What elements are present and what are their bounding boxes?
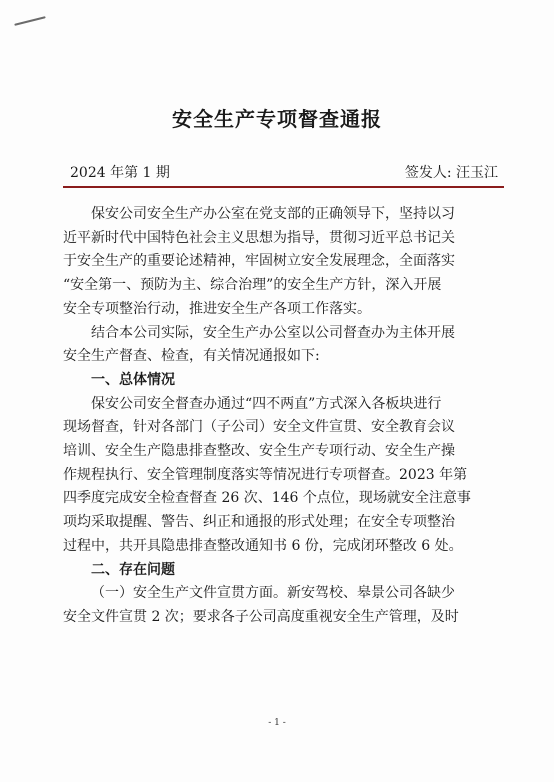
body-line: 四季度完成安全检查督查 26 次、146 个点位，现场就安全注意事 (63, 490, 471, 507)
body-line: 现场督查，针对各部门（子公司）安全文件宣贯、安全教育会议 (63, 419, 455, 436)
body-line: 于安全生产的重要论述精神，牢固树立安全发展理念，全面落实 (63, 253, 455, 270)
header-divider (63, 186, 504, 188)
body-line: 安全生产督查、检查，有关情况通报如下: (63, 348, 320, 365)
body-line: 过程中，共开具隐患排查整改通知书 6 份，完成闭环整改 6 处。 (63, 537, 463, 554)
section-heading-issues: 二、存在问题 (91, 561, 175, 578)
body-line: 安全专项整治行动，推进安全生产各项工作落实。 (63, 300, 371, 317)
scan-pen-mark (14, 16, 46, 26)
body-line: 结合本公司实际，安全生产办公室以公司督查办为主体开展 (91, 324, 455, 341)
document-title: 安全生产专项督查通报 (172, 107, 382, 131)
issue-number: 2024 年第 1 期 (70, 165, 170, 181)
body-line: 作规程执行、安全管理制度落实等情况进行专项督查。2023 年第 (63, 466, 468, 483)
issue-header (70, 159, 498, 185)
body-line: （一）安全生产文件宣贯方面。新安驾校、皋景公司各缺少 (91, 585, 455, 602)
body-paragraphs (63, 203, 499, 630)
body-line: 保安公司安全督查办通过“四不两直”方式深入各板块进行 (91, 395, 442, 412)
issuer: 签发人: 汪玉江 (404, 165, 498, 181)
body-line: 项均采取提醒、警告、纠正和通报的形式处理；在安全专项整治 (63, 514, 455, 531)
page-number: - 1 - (268, 718, 286, 728)
body-line: 保安公司安全生产办公室在党支部的正确领导下，坚持以习 (91, 206, 455, 222)
body-line: 培训、安全生产隐患排查整改、安全生产专项行动、安全生产操 (63, 443, 455, 460)
body-line: 安全文件宣贯 2 次；要求各子公司高度重视安全生产管理，及时 (63, 608, 459, 625)
body-line: “安全第一、预防为主、综合治理”的安全生产方针，深入开展 (63, 277, 442, 294)
section-heading-overview: 一、总体情况 (91, 371, 175, 388)
body-line: 近平新时代中国特色社会主义思想为指导，贯彻习近平总书记关 (63, 229, 455, 246)
